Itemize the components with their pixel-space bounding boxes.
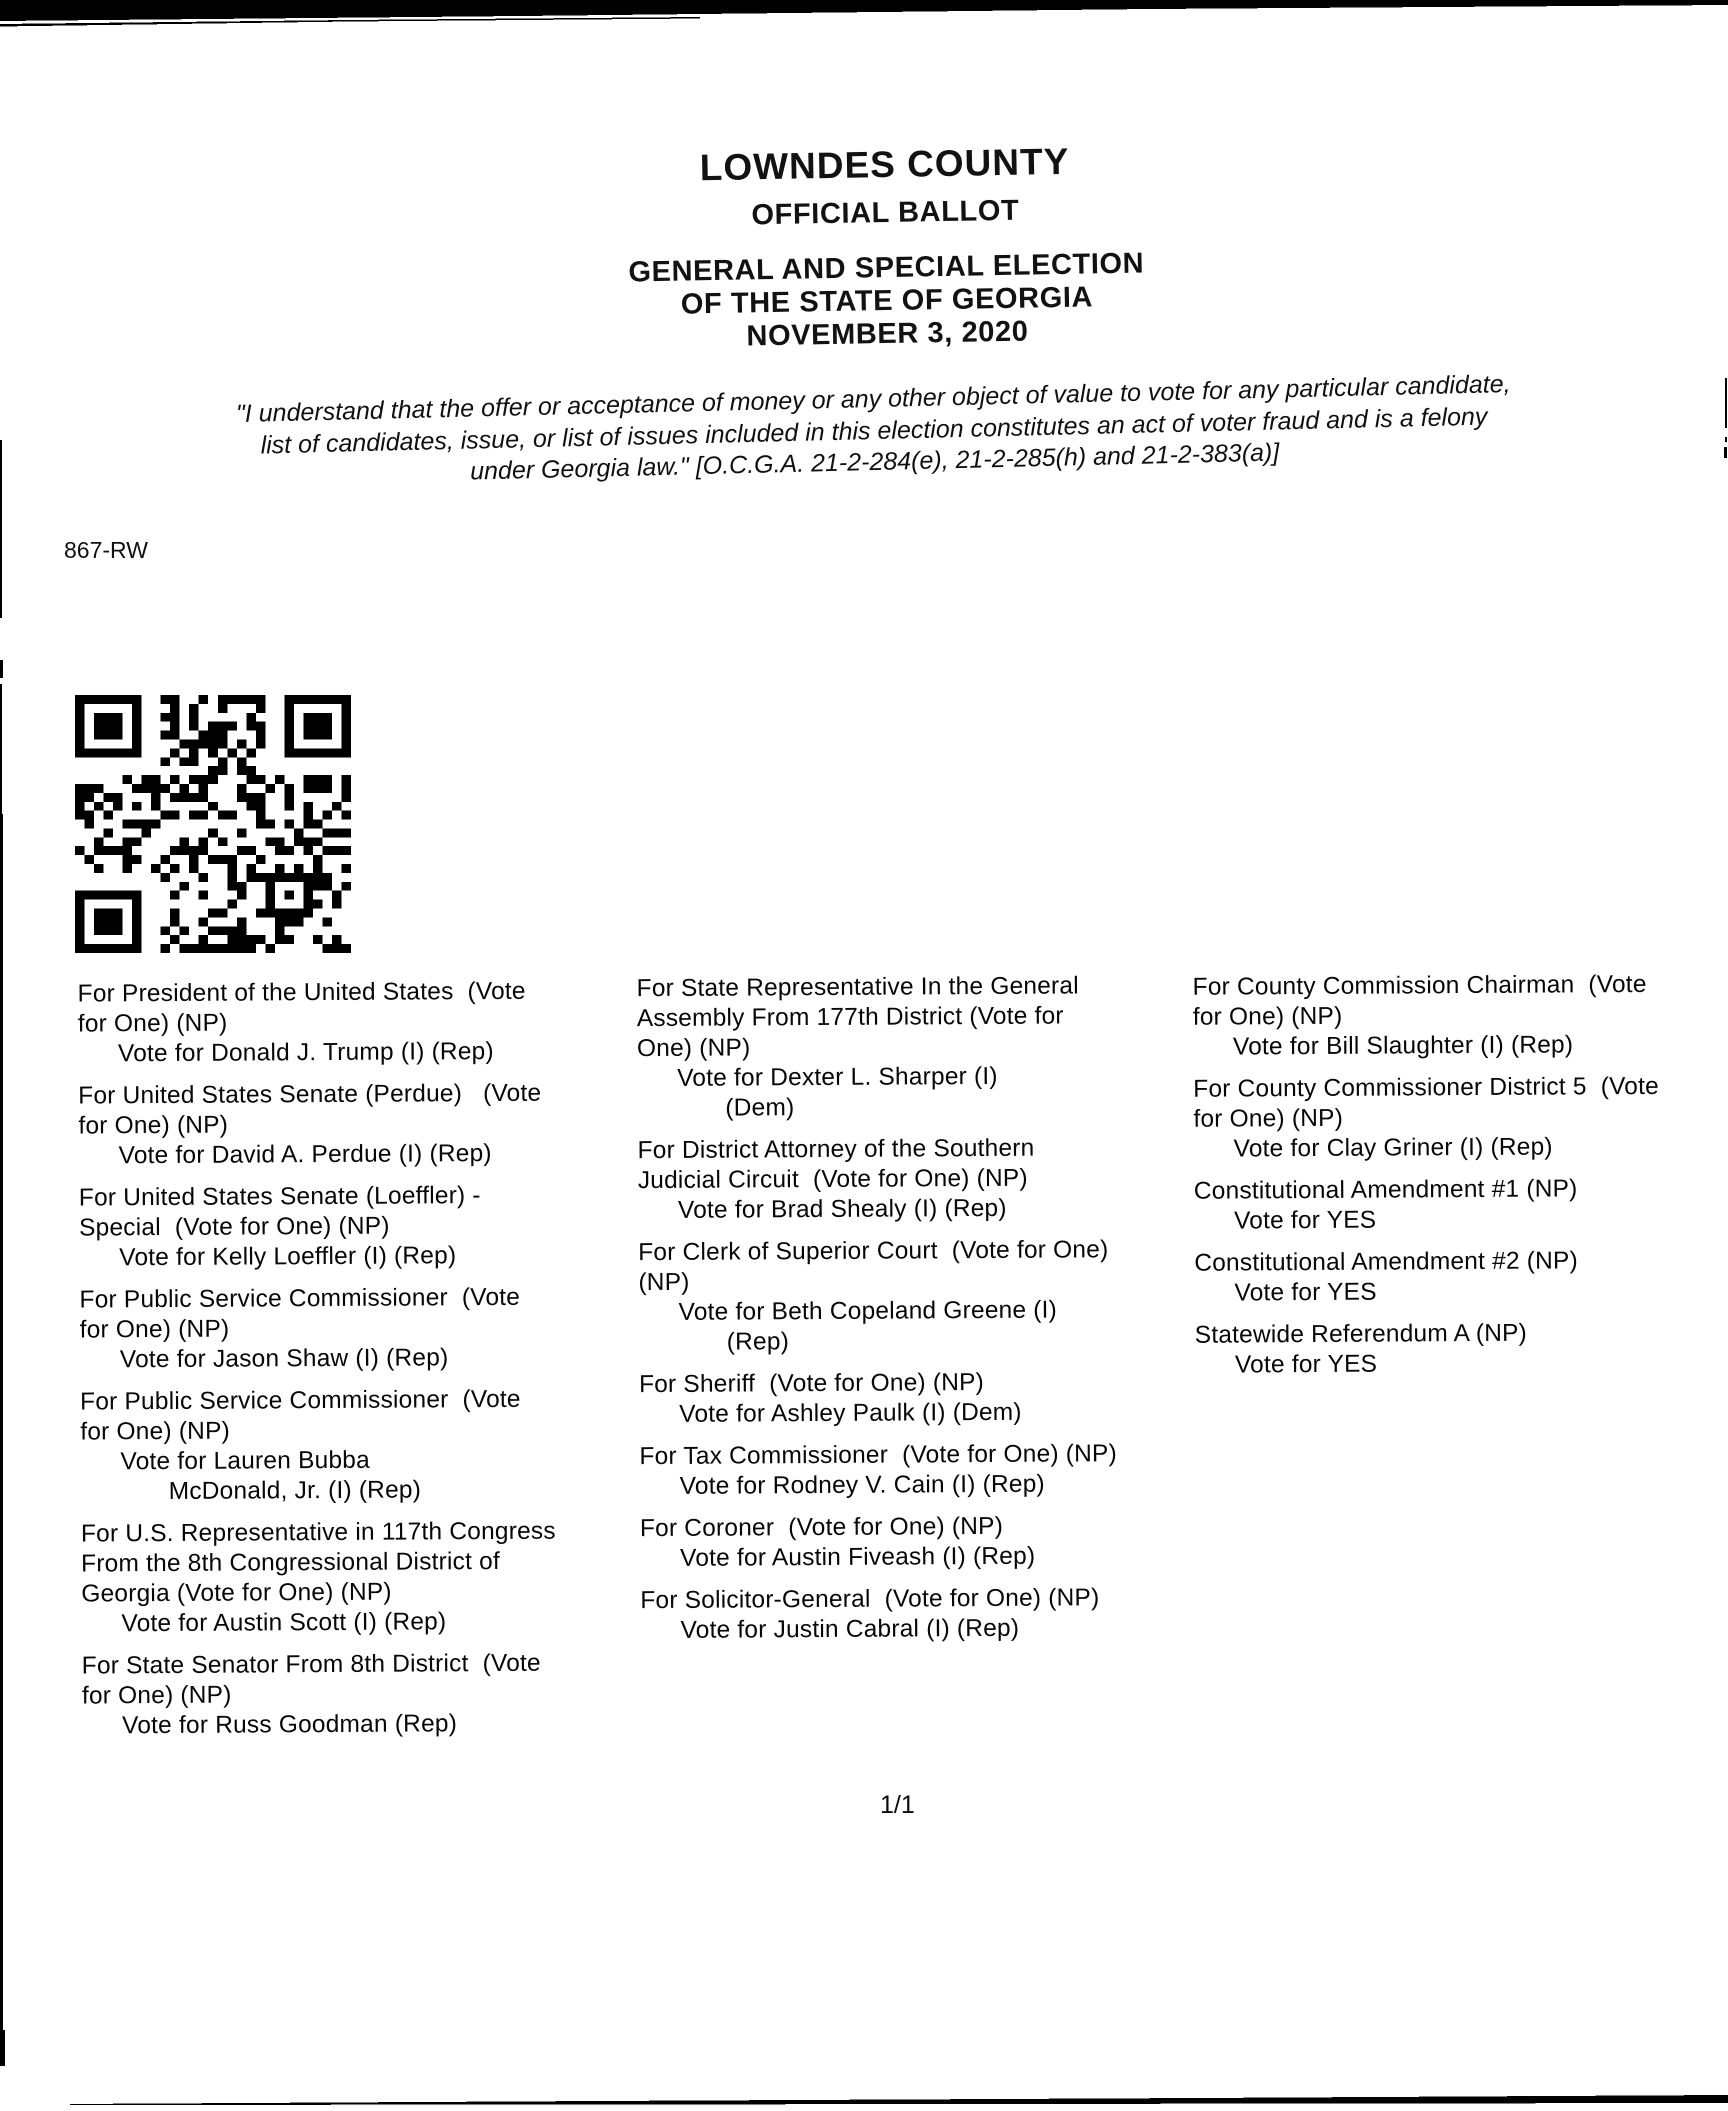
contest-title: For United States Senate (Perdue) (Vote for One) (NP) (78, 1079, 542, 1140)
contest-block (81, 1516, 662, 1640)
contest-vote-selection: Vote for Austin Fiveash (I) (Rep) (680, 1542, 1036, 1572)
election-date: NOVEMBER 3, 2020 (746, 315, 1029, 353)
contest-vote-selection: Vote for Donald J. Trump (I) (Rep) (117, 1037, 494, 1068)
contest-title: For Clerk of Superior Court (Vote for One) (NP) (638, 1236, 1109, 1297)
county-title: LOWNDES COUNTY (699, 140, 1070, 189)
contest-block (637, 971, 1218, 1125)
contest-vote-selection: Vote for Beth Copeland Greene (I) (Rep) (678, 1296, 1058, 1356)
contest-block (640, 1583, 1220, 1647)
scan-right-edge-artifact (1725, 437, 1727, 442)
contest-title: For United States Senate (Loeffler) - Special (Vote for One) (NP) (78, 1182, 481, 1242)
scan-right-edge-artifact (1725, 378, 1727, 428)
contest-block (638, 1235, 1219, 1359)
contest-title: For Tax Commissioner (Vote for One) (NP) (639, 1440, 1118, 1471)
election-name-line1: GENERAL AND SPECIAL ELECTION (628, 247, 1145, 289)
contest-vote-selection: Vote for Bill Slaughter (I) (Rep) (1232, 1031, 1574, 1061)
contest-block (79, 1180, 660, 1274)
contest-title: For Public Service Commissioner (Vote for One) (NP) (79, 1283, 521, 1344)
contest-block (1194, 1173, 1728, 1237)
contest-column-1 (78, 976, 663, 1754)
contest-vote-selection: Vote for Ashley Paulk (I) (Dem) (679, 1398, 1022, 1428)
contest-title: For County Commissioner District 5 (Vote for One) (NP) (1193, 1072, 1659, 1133)
contest-column-2 (637, 971, 1221, 1659)
contest-title: Statewide Referendum A (NP) (1194, 1319, 1528, 1349)
contest-vote-selection: Vote for YES (1234, 1350, 1378, 1379)
official-ballot-label: OFFICIAL BALLOT (751, 194, 1020, 232)
contest-vote-selection: Vote for Kelly Loeffler (I) (Rep) (119, 1242, 457, 1272)
contest-title: For State Representative In the General Assembly From 177th District (Vote for One) (NP) (636, 972, 1079, 1063)
contest-title: For Public Service Commissioner (Vote for One) (NP) (80, 1385, 521, 1446)
contest-vote-selection: Vote for YES (1234, 1278, 1377, 1307)
contest-vote-selection: Vote for YES (1233, 1206, 1377, 1235)
contest-title: Constitutional Amendment #1 (NP) (1193, 1175, 1578, 1205)
contest-block (1194, 1245, 1728, 1309)
contest-block (1195, 1317, 1728, 1381)
contest-block (640, 1511, 1220, 1575)
scan-left-edge-artifact (0, 2030, 5, 2066)
contest-vote-selection: Vote for Lauren Bubba McDonald, Jr. (I) (Rep) (120, 1446, 422, 1505)
contest-vote-selection: Vote for Jason Shaw (I) (Rep) (119, 1344, 449, 1374)
contest-title: For Sheriff (Vote for One) (NP) (638, 1368, 985, 1399)
election-name-line2: OF THE STATE OF GEORGIA (680, 281, 1094, 321)
contest-vote-selection: Vote for Russ Goodman (Rep) (122, 1710, 458, 1740)
contest-title: For County Commission Chairman (Vote for One) (NP) (1192, 970, 1647, 1031)
contest-vote-selection: Vote for David A. Perdue (I) (Rep) (118, 1139, 492, 1170)
contest-vote-selection: Vote for Dexter L. Sharper (I) (Dem) (677, 1062, 998, 1122)
contest-vote-selection: Vote for Austin Scott (I) (Rep) (121, 1608, 447, 1638)
contest-vote-selection: Vote for Brad Shealy (I) (Rep) (677, 1194, 1007, 1224)
contest-vote-selection: Vote for Justin Cabral (I) (Rep) (680, 1614, 1020, 1644)
contest-title: Constitutional Amendment #2 (NP) (1194, 1247, 1578, 1277)
contest-column-3 (1193, 969, 1728, 1393)
contest-title: For U.S. Representative in 117th Congress From the 8th Congressional District of Georgia (Vote for One) (NP) (80, 1517, 556, 1608)
contest-vote-selection: Vote for Rodney V. Cain (I) (Rep) (679, 1470, 1045, 1500)
contest-title: For State Senator From 8th District (Vote for One) (NP) (81, 1649, 541, 1710)
contest-block (78, 976, 659, 1070)
contest-block (1193, 1071, 1728, 1165)
contest-block (639, 1439, 1219, 1503)
contest-vote-selection: Vote for Clay Griner (I) (Rep) (1233, 1133, 1553, 1163)
page-number: 1/1 (880, 1791, 915, 1819)
contest-block (78, 1078, 659, 1172)
contest-block (80, 1384, 661, 1508)
contest-block (638, 1133, 1219, 1227)
contest-block (1193, 969, 1728, 1063)
contest-title: For District Attorney of the Southern Judicial Circuit (Vote for One) (NP) (637, 1134, 1035, 1195)
contest-block (79, 1282, 660, 1376)
contest-block (639, 1367, 1219, 1431)
contest-block (82, 1648, 663, 1742)
contest-title: For Coroner (Vote for One) (NP) (639, 1512, 1004, 1543)
contest-title: For President of the United States (Vote for One) (NP) (77, 977, 526, 1038)
ballot-style-id: 867-RW (64, 537, 148, 563)
contest-title: For Solicitor-General (Vote for One) (NP) (640, 1584, 1100, 1615)
voter-fraud-disclaimer: "I understand that the offer or acceptance of money or any other object of value to vote for any particular candidate, list of candidates, issue, or list of issues included in this election constitutes an act of voter fraud and is a felony under Georgia law." [O.C.G.A. 21-2-284(e), 21-2-285(h) and 21-2-383(a)] (235, 369, 1511, 486)
